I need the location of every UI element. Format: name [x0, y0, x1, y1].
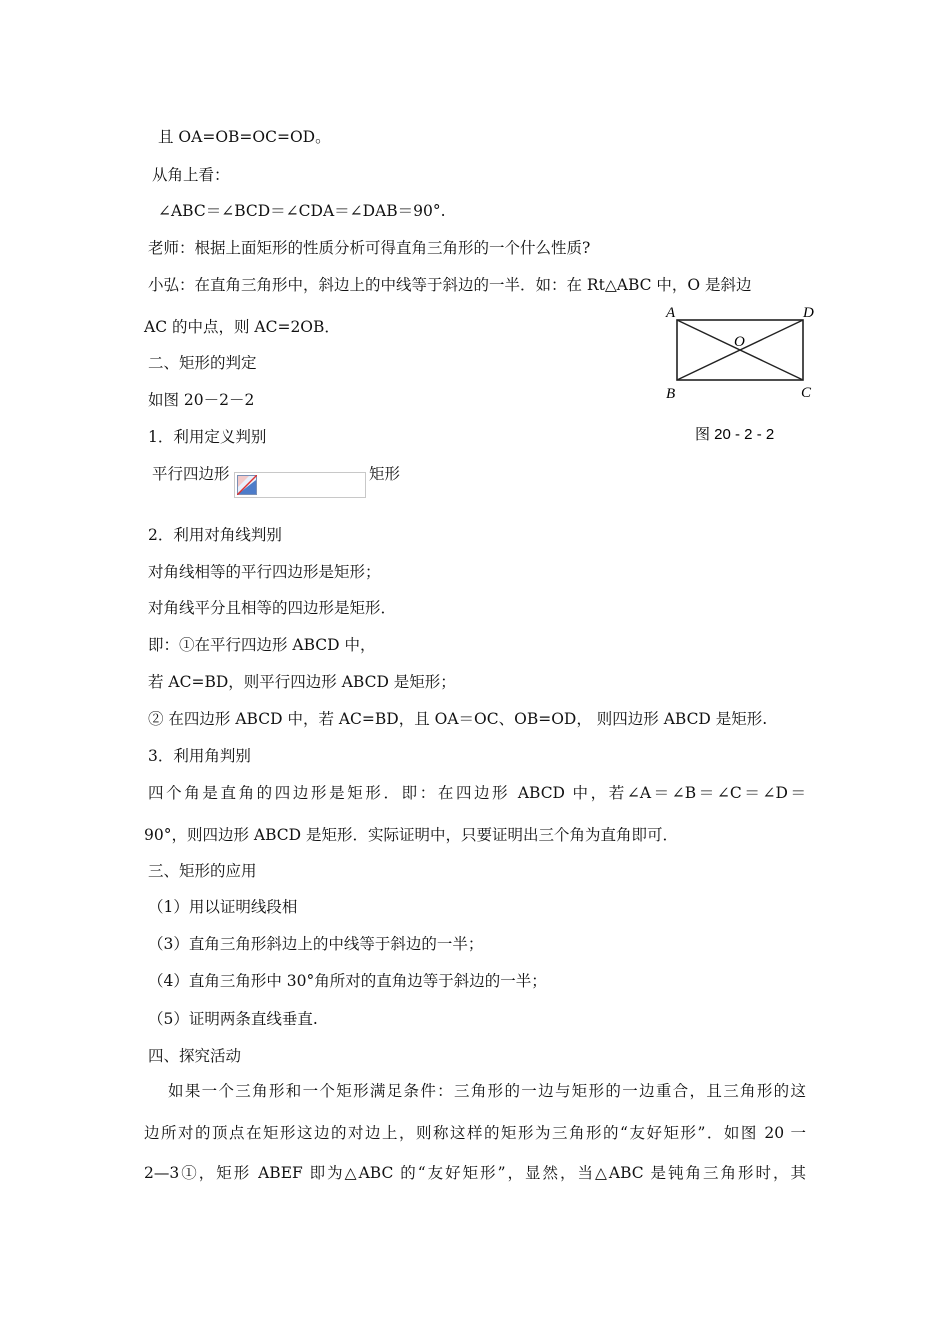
text-line: 四个角是直角的四边形是矩形．即：在四边形 ABCD 中，若∠A＝∠B＝∠C＝∠D＝ [148, 784, 806, 802]
text-line: 若 AC=BD，则平行四边形 ABCD 是矩形； [148, 673, 456, 691]
text-line: 平行四边形 [152, 465, 230, 483]
text-line: 如图 20－2－2 [148, 391, 255, 409]
label-a: A [666, 305, 676, 321]
figure-caption: 图 20 - 2 - 2 [695, 426, 775, 443]
text-line: 对角线相等的平行四边形是矩形； [148, 563, 381, 581]
label-c: C [801, 385, 812, 401]
subsection-heading: 1．利用定义判别 [148, 428, 267, 446]
text-line: 如果一个三角形和一个矩形满足条件：三角形的一边与矩形的一边重合，且三角形的这 [168, 1082, 806, 1100]
label-o: O [734, 334, 745, 350]
broken-image-placeholder [234, 472, 366, 498]
subsection-heading: 3．利用角判别 [148, 747, 251, 765]
text-line: ② 在四边形 ABCD 中，若 AC=BD，且 OA＝OC、OB=OD， 则四边形 ABCD 是矩形. [148, 710, 768, 728]
text-line: 小弘：在直角三角形中，斜边上的中线等于斜边的一半．如：在 Rt△ABC 中，O 是斜边 [148, 276, 752, 294]
section-heading: 三、矩形的应用 [148, 862, 257, 880]
subsection-heading: 2．利用对角线判别 [148, 526, 282, 544]
text-line: 2—3①，矩形 ABEF 即为△ABC 的“友好矩形”，显然，当△ABC 是钝角三角形时，其 [144, 1164, 806, 1182]
text-line: AC 的中点，则 AC=2OB． [144, 318, 340, 336]
list-item: （5）证明两条直线垂直. [148, 1010, 318, 1028]
text-line: 矩形 [369, 465, 401, 483]
text-line: 边所对的顶点在矩形这边的对边上，则称这样的矩形为三角形的“友好矩形”．如图 20 一 [144, 1124, 806, 1142]
label-b: B [666, 386, 676, 402]
text-line: ∠ABC＝∠BCD＝∠CDA＝∠DAB＝90°. [158, 202, 446, 220]
section-heading: 四、探究活动 [148, 1047, 242, 1065]
section-heading: 二、矩形的判定 [148, 354, 257, 372]
rectangle-figure [660, 300, 820, 445]
text-line: 老师：根据上面矩形的性质分析可得直角三角形的一个什么性质? [148, 239, 591, 257]
text-line: 且 OA=OB=OC=OD。 [158, 128, 331, 146]
list-item: （3）直角三角形斜边上的中线等于斜边的一半； [148, 935, 484, 953]
label-d: D [803, 305, 814, 321]
text-line: 90°，则四边形 ABCD 是矩形．实际证明中，只要证明出三个角为直角即可． [144, 826, 678, 844]
text-line: 对角线平分且相等的四边形是矩形． [148, 599, 397, 617]
list-item: （1）用以证明线段相 [148, 898, 298, 916]
text-line: 从角上看： [152, 166, 230, 184]
broken-image-icon [237, 475, 257, 495]
text-line: 即：①在平行四边形 ABCD 中， [148, 636, 376, 654]
list-item: （4）直角三角形中 30°角所对的直角边等于斜边的一半； [148, 972, 547, 990]
